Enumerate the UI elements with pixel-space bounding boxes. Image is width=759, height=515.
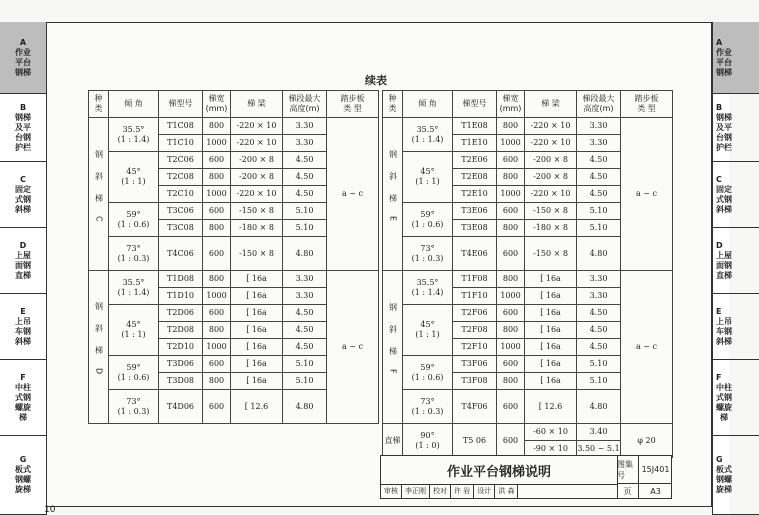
beam-cell: [ 16a [525, 356, 577, 373]
sidebar-tab-e[interactable] [713, 294, 759, 360]
width-cell: 800 [203, 271, 231, 288]
model-cell: T2F06 [453, 305, 497, 322]
angle-cell: 59° (1 : 0.6) [109, 203, 159, 237]
model-cell: T1E08 [453, 118, 497, 135]
height-cell: 4.50 [577, 339, 621, 356]
width-cell: 600 [497, 424, 525, 458]
width-cell: 1000 [497, 339, 525, 356]
beam-cell: [ 16a [525, 373, 577, 390]
sidebar-tab-b[interactable] [0, 94, 46, 162]
sidebar-label: 钢梯 及平 台钢 护栏 [15, 112, 31, 152]
beam-cell: [ 12.6 [525, 390, 577, 424]
header-angle: 倾 角 [403, 91, 453, 118]
table-row [383, 424, 673, 441]
height-cell: 4.50 [283, 186, 327, 203]
sign-role: 审核 [381, 484, 402, 499]
beam-cell: -150 × 8 [525, 237, 577, 271]
angle-cell: 35.5° (1 : 1.4) [403, 271, 453, 305]
angle-cell: 45° (1 : 1) [403, 152, 453, 203]
beam-cell: [ 12.6 [231, 390, 283, 424]
width-cell: 600 [203, 305, 231, 322]
angle-cell: 73° (1 : 0.3) [403, 237, 453, 271]
sign-name: 李正刚 [402, 484, 430, 499]
width-cell: 1000 [497, 135, 525, 152]
height-cell: 4.50 [577, 186, 621, 203]
header-tread: 踏步板 类 型 [621, 91, 673, 118]
height-cell: 5.10 [283, 220, 327, 237]
model-cell: T3E06 [453, 203, 497, 220]
height-cell: 4.50 [283, 169, 327, 186]
height-cell: 4.80 [577, 390, 621, 424]
height-cell: 3.30 [577, 135, 621, 152]
model-cell: T2E08 [453, 169, 497, 186]
width-cell: 600 [203, 356, 231, 373]
angle-cell: 59° (1 : 0.6) [109, 356, 159, 390]
width-cell: 600 [497, 203, 525, 220]
header-width: 梯宽 (mm) [203, 91, 231, 118]
height-cell: 3.30 [577, 118, 621, 135]
tread-cell: a ~ c [327, 118, 379, 271]
type-cell: 直梯 [383, 424, 403, 458]
model-cell: T1E10 [453, 135, 497, 152]
width-cell: 600 [497, 237, 525, 271]
sidebar-right [712, 22, 732, 515]
model-cell: T3F08 [453, 373, 497, 390]
tread-cell: a ~ c [327, 271, 379, 424]
page-number: 10 [44, 505, 56, 515]
header-beam: 梯 梁 [231, 91, 283, 118]
sidebar-label: 作业 平台 钢梯 [15, 47, 31, 77]
model-cell: T2D06 [159, 305, 203, 322]
angle-cell: 35.5° (1 : 1.4) [109, 271, 159, 305]
angle-cell: 45° (1 : 1) [403, 305, 453, 356]
beam-cell: [ 16a [525, 322, 577, 339]
sidebar-tab-c[interactable] [0, 162, 46, 228]
model-cell: T3F06 [453, 356, 497, 373]
sidebar-label: 固定 式钢 斜梯 [15, 184, 31, 214]
sidebar-letter: G [716, 455, 723, 464]
height-cell: 3.30 [577, 271, 621, 288]
width-cell: 600 [497, 152, 525, 169]
width-cell: 800 [497, 373, 525, 390]
atlas-label: 图集号 [617, 456, 639, 484]
sidebar-tab-a[interactable] [713, 22, 759, 94]
sidebar-tab-c[interactable] [713, 162, 759, 228]
sign-role: 设计 [474, 484, 495, 499]
header-type: 种 类 [383, 91, 403, 118]
height-cell: 5.10 [283, 373, 327, 390]
title-block [380, 455, 672, 499]
sidebar-letter: E [716, 306, 722, 316]
model-cell: T2C08 [159, 169, 203, 186]
type-cell: 钢斜梯C [89, 118, 109, 271]
height-cell: 5.10 [283, 356, 327, 373]
beam-cell: -150 × 8 [231, 237, 283, 271]
beam-cell: [ 16a [525, 271, 577, 288]
model-cell: T2F08 [453, 322, 497, 339]
sidebar-letter: B [19, 102, 27, 112]
header-beam: 梯 梁 [525, 91, 577, 118]
width-cell: 1000 [203, 135, 231, 152]
sidebar-label: 上吊 车钢 斜梯 [716, 316, 732, 346]
tread-cell: a ~ c [621, 271, 673, 424]
beam-cell: [ 16a [231, 356, 283, 373]
beam-cell: [ 16a [525, 288, 577, 305]
header-tread: 踏步板 类 型 [327, 91, 379, 118]
model-cell: T3D08 [159, 373, 203, 390]
sidebar-letter: D [716, 240, 723, 250]
sidebar-tab-f[interactable] [713, 360, 759, 436]
width-cell: 600 [497, 390, 525, 424]
width-cell: 600 [203, 203, 231, 220]
width-cell: 800 [497, 169, 525, 186]
height-cell: 4.50 [577, 322, 621, 339]
beam-cell: -180 × 8 [231, 220, 283, 237]
beam-cell: -180 × 8 [525, 220, 577, 237]
height-cell: 5.10 [577, 373, 621, 390]
sign-name: 许 岩 [451, 484, 474, 499]
drawing-title: 作业平台钢梯说明 [381, 456, 618, 485]
height-cell: 3.30 [283, 288, 327, 305]
height-cell: 4.80 [283, 390, 327, 424]
width-cell: 600 [203, 390, 231, 424]
sidebar-letter: C [20, 174, 26, 184]
sidebar-tab-g[interactable] [0, 436, 46, 515]
sidebar-label: 板式 钢螺 旋梯 [15, 465, 31, 494]
height-cell: 4.80 [577, 237, 621, 271]
width-cell: 800 [203, 322, 231, 339]
height-cell: 4.50 [577, 169, 621, 186]
model-cell: T2D10 [159, 339, 203, 356]
height-cell: 4.50 [283, 152, 327, 169]
height-cell: 5.10 [577, 220, 621, 237]
width-cell: 1000 [497, 186, 525, 203]
width-cell: 1000 [497, 288, 525, 305]
model-cell: T3C06 [159, 203, 203, 220]
angle-cell: 90° (1 : 0) [403, 424, 453, 458]
height-cell: 4.80 [283, 237, 327, 271]
model-cell: T1F08 [453, 271, 497, 288]
beam-cell: [ 16a [231, 305, 283, 322]
page-label: 页 [617, 484, 639, 499]
angle-cell: 73° (1 : 0.3) [109, 390, 159, 424]
beam-cell: -220 × 10 [231, 118, 283, 135]
width-cell: 1000 [203, 339, 231, 356]
tread-cell: a ~ c [621, 118, 673, 271]
header-model: 梯型号 [159, 91, 203, 118]
beam-cell: -90 × 10 [525, 441, 577, 458]
beam-cell: -220 × 10 [231, 186, 283, 203]
sidebar-label: 中柱 式钢 螺旋 梯 [15, 382, 31, 422]
sidebar-tab-a[interactable] [0, 22, 46, 94]
angle-cell: 35.5° (1 : 1.4) [403, 118, 453, 152]
model-cell: T3E08 [453, 220, 497, 237]
sidebar-label: 上屋 面钢 直梯 [15, 250, 31, 280]
model-cell: T4E06 [453, 237, 497, 271]
angle-cell: 35.5° (1 : 1.4) [109, 118, 159, 152]
header-type: 种 类 [89, 91, 109, 118]
model-cell: T1C10 [159, 135, 203, 152]
sidebar-tab-d[interactable] [713, 228, 759, 294]
width-cell: 600 [497, 305, 525, 322]
beam-cell: -220 × 10 [525, 135, 577, 152]
height-cell: 3.40 [577, 424, 621, 441]
type-cell: 钢斜梯F [383, 271, 403, 424]
width-cell: 800 [203, 373, 231, 390]
height-cell: 3.30 [283, 118, 327, 135]
header-height: 梯段最大 高度(m) [577, 91, 621, 118]
model-cell: T1D10 [159, 288, 203, 305]
sidebar-letter: E [20, 306, 26, 316]
sidebar-letter: C [716, 174, 722, 184]
model-cell: T2D08 [159, 322, 203, 339]
angle-cell: 45° (1 : 1) [109, 305, 159, 356]
sidebar-label: 固定 式钢 斜梯 [716, 184, 732, 214]
beam-cell: [ 16a [525, 305, 577, 322]
model-cell: T2F10 [453, 339, 497, 356]
model-cell: T5 06 [453, 424, 497, 458]
beam-cell: -200 × 8 [525, 152, 577, 169]
height-cell: 5.10 [577, 356, 621, 373]
model-cell: T4F06 [453, 390, 497, 424]
height-cell: 5.10 [283, 203, 327, 220]
model-cell: T2E06 [453, 152, 497, 169]
beam-cell: -150 × 8 [525, 203, 577, 220]
width-cell: 800 [497, 322, 525, 339]
table-row [383, 118, 673, 135]
angle-cell: 45° (1 : 1) [109, 152, 159, 203]
angle-cell: 59° (1 : 0.6) [403, 203, 453, 237]
width-cell: 1000 [203, 186, 231, 203]
width-cell: 800 [497, 118, 525, 135]
beam-cell: -220 × 10 [525, 186, 577, 203]
width-cell: 800 [203, 118, 231, 135]
sidebar-label: 作业 平台 钢梯 [716, 47, 732, 77]
beam-cell: -220 × 10 [525, 118, 577, 135]
beam-cell: [ 16a [231, 271, 283, 288]
sidebar-tab-e[interactable] [0, 294, 46, 360]
table-left [88, 90, 379, 424]
beam-cell: [ 16a [525, 339, 577, 356]
table-row [89, 271, 379, 288]
model-cell: T4C06 [159, 237, 203, 271]
beam-cell: -150 × 8 [231, 203, 283, 220]
beam-cell: [ 16a [231, 322, 283, 339]
model-cell: T1D08 [159, 271, 203, 288]
beam-cell: -220 × 10 [231, 135, 283, 152]
angle-cell: 59° (1 : 0.6) [403, 356, 453, 390]
height-cell: 4.50 [577, 152, 621, 169]
sign-name: 洪 森 [495, 484, 518, 499]
header-width: 梯宽 (mm) [497, 91, 525, 118]
top-margin [0, 0, 728, 22]
sidebar-letter: F [716, 372, 722, 382]
sidebar-label: 中柱 式钢 螺旋 梯 [716, 382, 732, 422]
model-cell: T2C10 [159, 186, 203, 203]
header-height: 梯段最大 高度(m) [283, 91, 327, 118]
sign-role: 校对 [430, 484, 451, 499]
height-cell: 4.50 [283, 305, 327, 322]
width-cell: 800 [497, 271, 525, 288]
height-cell: 3.30 [283, 135, 327, 152]
angle-cell: 73° (1 : 0.3) [403, 390, 453, 424]
beam-cell: -200 × 8 [231, 152, 283, 169]
sidebar-tab-f[interactable] [0, 360, 46, 436]
model-cell: T3C08 [159, 220, 203, 237]
table-right [382, 90, 673, 458]
tread-cell: φ 20 [621, 424, 673, 458]
width-cell: 800 [203, 220, 231, 237]
sidebar-letter: D [19, 240, 27, 250]
sidebar-tab-d[interactable] [0, 228, 46, 294]
type-cell: 钢斜梯D [89, 271, 109, 424]
width-cell: 1000 [203, 288, 231, 305]
sidebar-label: 钢梯 及平 台钢 护栏 [716, 112, 732, 152]
beam-cell: [ 16a [231, 288, 283, 305]
width-cell: 600 [203, 152, 231, 169]
model-cell: T2E10 [453, 186, 497, 203]
model-cell: T1F10 [453, 288, 497, 305]
model-cell: T3D06 [159, 356, 203, 373]
height-cell: 3.50 ~ 5.1 [577, 441, 621, 458]
angle-cell: 73° (1 : 0.3) [109, 237, 159, 271]
sidebar-letter: F [20, 372, 26, 382]
sidebar-letter: A [19, 37, 27, 47]
model-cell: T2C06 [159, 152, 203, 169]
sidebar-label: 板式 钢螺 旋梯 [716, 465, 732, 494]
atlas-number: 15J401 [639, 456, 672, 484]
sidebar-letter: G [19, 455, 27, 464]
sidebar-tab-b[interactable] [713, 94, 759, 162]
beam-cell: -200 × 8 [231, 169, 283, 186]
table-title: 续表 [365, 74, 387, 87]
header-angle: 倾 角 [109, 91, 159, 118]
beam-cell: [ 16a [231, 373, 283, 390]
width-cell: 800 [203, 169, 231, 186]
sidebar-label: 上吊 车钢 斜梯 [15, 316, 31, 346]
height-cell: 4.50 [283, 322, 327, 339]
beam-cell: [ 16a [231, 339, 283, 356]
type-cell: 钢斜梯E [383, 118, 403, 271]
header-model: 梯型号 [453, 91, 497, 118]
height-cell: 3.30 [577, 288, 621, 305]
page-code: A3 [650, 487, 661, 496]
height-cell: 4.50 [283, 339, 327, 356]
width-cell: 800 [497, 220, 525, 237]
sidebar-label: 上屋 面钢 直梯 [716, 250, 732, 280]
table-row [89, 118, 379, 135]
sidebar [0, 22, 47, 515]
sidebar-letter: B [716, 102, 723, 112]
width-cell: 600 [203, 237, 231, 271]
width-cell: 600 [497, 356, 525, 373]
sidebar-letter: A [716, 37, 723, 47]
beam-cell: -200 × 8 [525, 169, 577, 186]
beam-cell: -60 × 10 [525, 424, 577, 441]
model-cell: T1C08 [159, 118, 203, 135]
height-cell: 4.50 [577, 305, 621, 322]
table-row [383, 271, 673, 288]
signature-row [381, 484, 618, 499]
height-cell: 5.10 [577, 203, 621, 220]
model-cell: T4D06 [159, 390, 203, 424]
height-cell: 3.30 [283, 271, 327, 288]
sidebar-tab-g[interactable] [713, 436, 759, 515]
